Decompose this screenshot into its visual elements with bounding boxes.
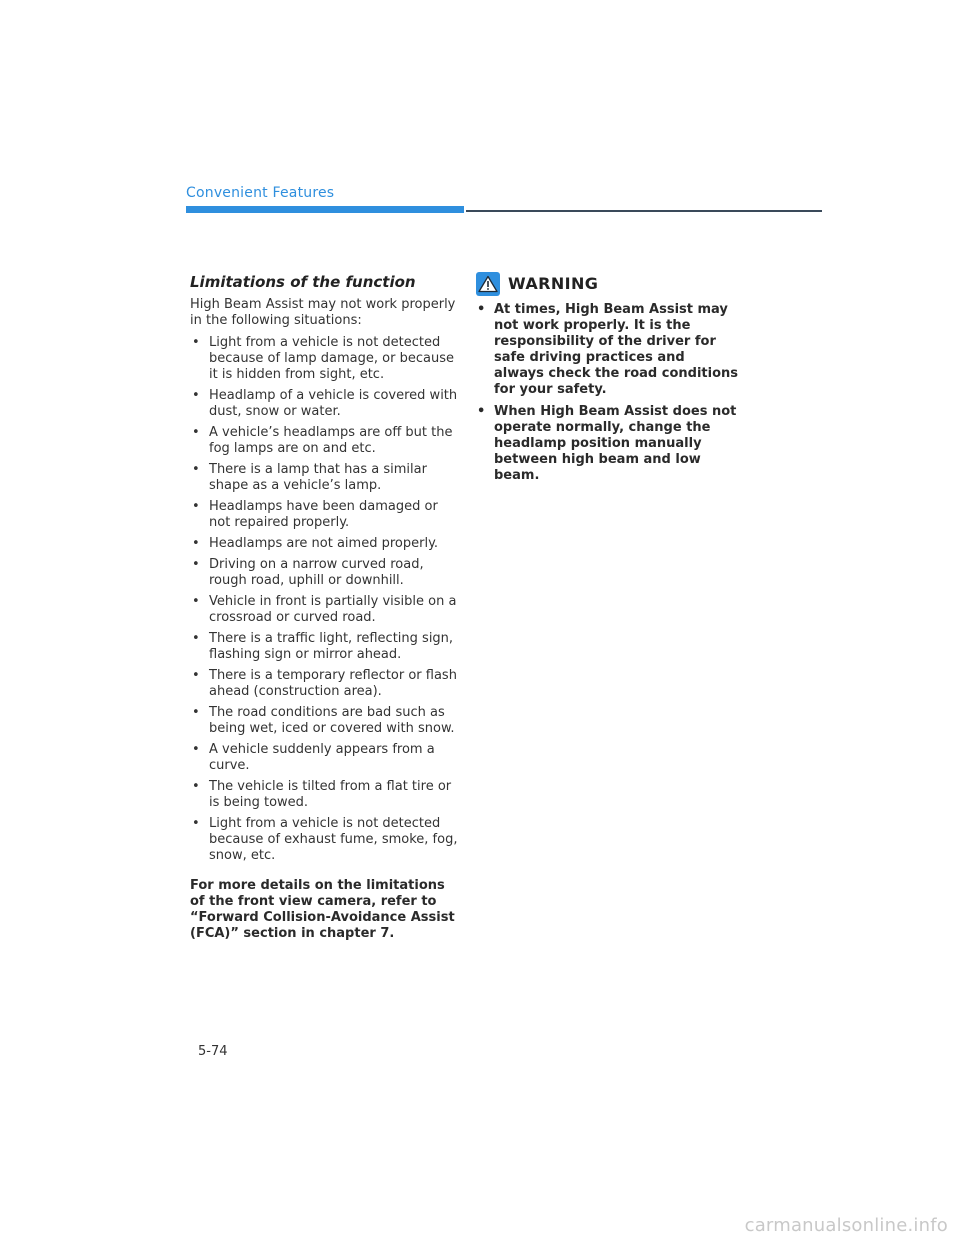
list-item: • Light from a vehicle is not detected because of exhaust fume, smoke, fog, snow, etc. — [190, 816, 458, 864]
list-item: • A vehicle’s headlamps are off but the fog lamps are on and etc. — [190, 425, 458, 457]
limitations-list — [190, 335, 458, 864]
intro-paragraph: High Beam Assist may not work properly in the following situations: — [190, 297, 456, 328]
warning-triangle-icon — [476, 272, 500, 296]
warning-box — [476, 272, 738, 490]
page-number: 5-74 — [198, 1044, 228, 1059]
list-item: • The vehicle is tilted from a flat tire or is being towed. — [190, 779, 458, 811]
section-heading: Limitations of the function — [190, 273, 416, 291]
header-rule — [466, 210, 822, 212]
list-item: • There is a lamp that has a similar shape as a vehicle’s lamp. — [190, 462, 458, 494]
list-item: • Headlamps are not aimed properly. — [190, 536, 458, 552]
list-item: • A vehicle suddenly appears from a curve. — [190, 742, 458, 774]
warning-list — [476, 302, 738, 484]
list-item: • Headlamp of a vehicle is covered with dust, snow or water. — [190, 388, 458, 420]
warning-title: WARNING — [508, 274, 599, 293]
header-rule-accent — [186, 206, 464, 213]
section-header-title: Convenient Features — [186, 185, 335, 201]
list-item: • There is a traffic light, reflecting sign, flashing sign or mirror ahead. — [190, 631, 458, 663]
watermark: carmanualsonline.info — [744, 1215, 948, 1236]
list-item: • Headlamps have been damaged or not repaired properly. — [190, 499, 458, 531]
list-item: • Vehicle in front is partially visible on a crossroad or curved road. — [190, 594, 458, 626]
list-item: • When High Beam Assist does not operate normally, change the headlamp position manually between high beam and low beam. — [476, 404, 738, 484]
list-item: • At times, High Beam Assist may not work properly. It is the responsibility of the driver for safe driving practices and always check the road conditions for your safety. — [476, 302, 738, 398]
list-item: • There is a temporary reflector or flash ahead (construction area). — [190, 668, 458, 700]
list-item: • Driving on a narrow curved road, rough road, uphill or downhill. — [190, 557, 458, 589]
warning-header — [476, 272, 738, 296]
list-item: • Light from a vehicle is not detected because of lamp damage, or because it is hidden from sight, etc. — [190, 335, 458, 383]
left-column — [190, 274, 458, 942]
list-item: • The road conditions are bad such as being wet, iced or covered with snow. — [190, 705, 458, 737]
closing-note: For more details on the limitations of the front view camera, refer to “Forward Collision-Avoidance Assist (FCA)” section in chapter 7. — [190, 878, 455, 941]
